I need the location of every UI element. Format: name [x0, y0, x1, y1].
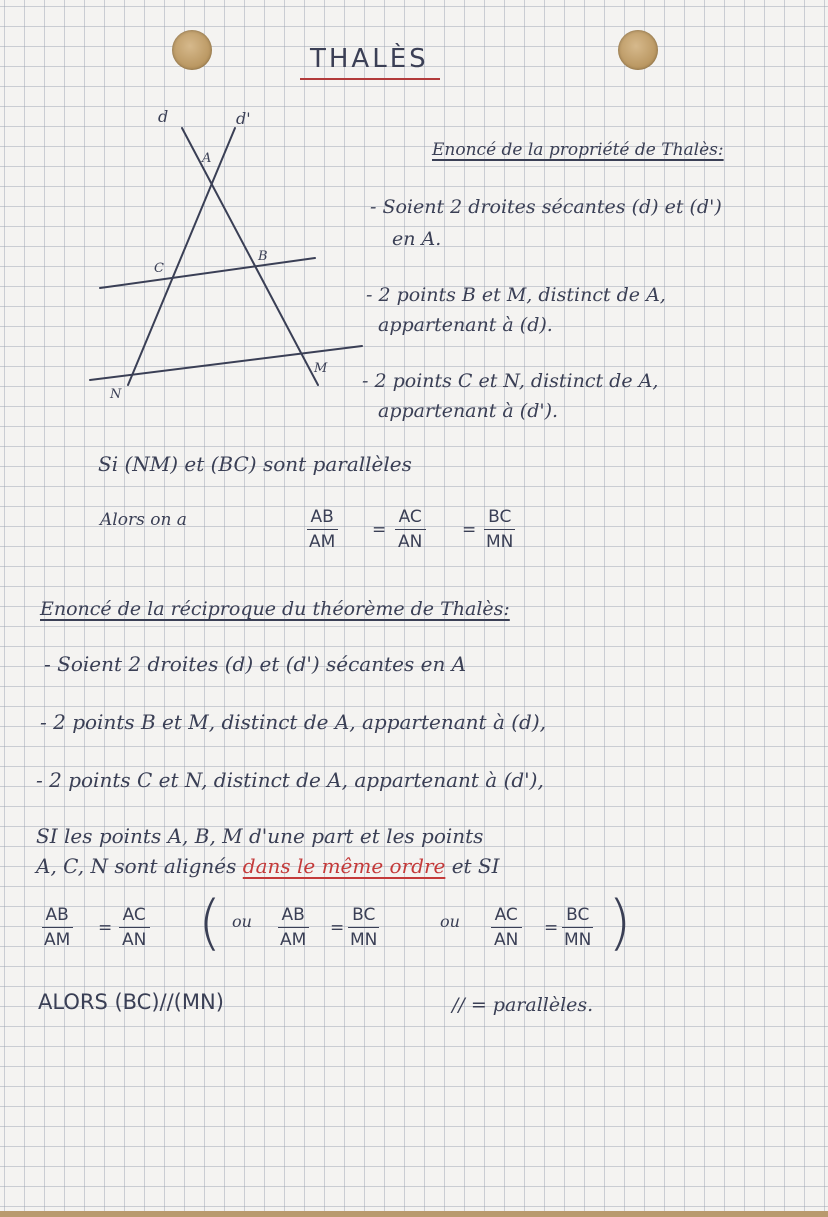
converse-si-line-2: [36, 854, 500, 878]
ratio-numerator: AC: [491, 905, 522, 928]
label-c: C: [154, 261, 164, 276]
converse-line-2: - 2 points B et M, distinct de A, appartenant à (d),: [40, 710, 546, 734]
ratio-numerator: AC: [395, 507, 426, 530]
close-parenthesis: ): [608, 888, 632, 958]
line-d-prime: [128, 128, 235, 385]
label-d-prime: d': [236, 109, 251, 128]
statement-item-1-line-2: en A.: [392, 228, 442, 250]
converse-si-line-1: SI les points A, B, M d'une part et les points: [36, 824, 484, 848]
equals-sign: =: [330, 918, 345, 938]
equals-sign: =: [462, 520, 477, 540]
page-title: THALÈS: [310, 44, 429, 74]
ratio-denominator: AM: [280, 930, 307, 950]
ratio-denominator: AN: [494, 930, 519, 950]
punch-hole-left: [172, 30, 212, 70]
ratio-numerator: BC: [484, 507, 515, 530]
then-prefix: Alors on a: [100, 510, 187, 530]
open-parenthesis: (: [198, 888, 222, 958]
page-bottom-edge: [0, 1211, 828, 1217]
or-text: ou: [440, 912, 460, 931]
and-if-text: et SI: [451, 854, 500, 878]
converse-line-3: - 2 points C et N, distinct de A, appartenant à (d'),: [36, 768, 544, 792]
thales-diagram: [60, 100, 380, 410]
ratio-denominator: AM: [44, 930, 71, 950]
ratio-numerator: AB: [307, 507, 338, 530]
line-d: [182, 128, 318, 385]
ratio-numerator: AB: [42, 905, 73, 928]
ratio-denominator: MN: [350, 930, 378, 950]
label-b: B: [258, 249, 268, 264]
statement-heading: Enoncé de la propriété de Thalès:: [432, 140, 724, 160]
same-order-text: dans le même ordre: [242, 854, 446, 878]
ratio-ac-an: [490, 905, 522, 950]
ratio-denominator: AN: [122, 930, 147, 950]
or-text: ou: [232, 912, 252, 931]
ratio-numerator: AC: [119, 905, 150, 928]
punch-hole-right: [618, 30, 658, 70]
label-n: N: [110, 387, 122, 402]
statement-item-2-line-2: appartenant à (d).: [378, 314, 553, 336]
converse-heading: Enoncé de la réciproque du théorème de Thalès:: [40, 598, 510, 620]
conclusion: ALORS (BC)//(MN): [38, 990, 224, 1014]
ratio-bc-mn: [346, 905, 381, 950]
ratio-ac-an: [394, 507, 426, 552]
ratio-denominator: MN: [564, 930, 592, 950]
parallel-legend: // = parallèles.: [452, 994, 594, 1016]
equals-sign: =: [98, 918, 113, 938]
label-a: A: [202, 151, 212, 166]
ratio-denominator: AM: [309, 532, 336, 552]
if-parallel-line: Si (NM) et (BC) sont parallèles: [98, 452, 412, 476]
ratio-ab-am: [276, 905, 310, 950]
ratio-bc-mn: [560, 905, 595, 950]
converse-line-1: - Soient 2 droites (d) et (d') sécantes en A: [44, 652, 467, 676]
equals-sign: =: [372, 520, 387, 540]
ratio-ac-an: [118, 905, 150, 950]
label-d: d: [158, 107, 169, 126]
equals-sign: =: [544, 918, 559, 938]
title-underline: [300, 78, 440, 80]
statement-item-3-line-2: appartenant à (d').: [378, 400, 559, 422]
ratio-ab-am: [40, 905, 74, 950]
ratio-bc-mn: [482, 507, 517, 552]
label-m: M: [314, 361, 328, 376]
line-bc: [100, 258, 315, 288]
ratio-numerator: AB: [278, 905, 309, 928]
statement-item-1-line-1: - Soient 2 droites sécantes (d) et (d'): [370, 196, 722, 218]
ratio-denominator: MN: [486, 532, 514, 552]
ratio-ab-am: [305, 507, 339, 552]
aligned-text: A, C, N sont alignés: [36, 854, 237, 878]
ratio-denominator: AN: [398, 532, 423, 552]
ratio-numerator: BC: [562, 905, 593, 928]
statement-item-2-line-1: - 2 points B et M, distinct de A,: [366, 284, 666, 306]
ratio-numerator: BC: [348, 905, 379, 928]
statement-item-3-line-1: - 2 points C et N, distinct de A,: [362, 370, 659, 392]
